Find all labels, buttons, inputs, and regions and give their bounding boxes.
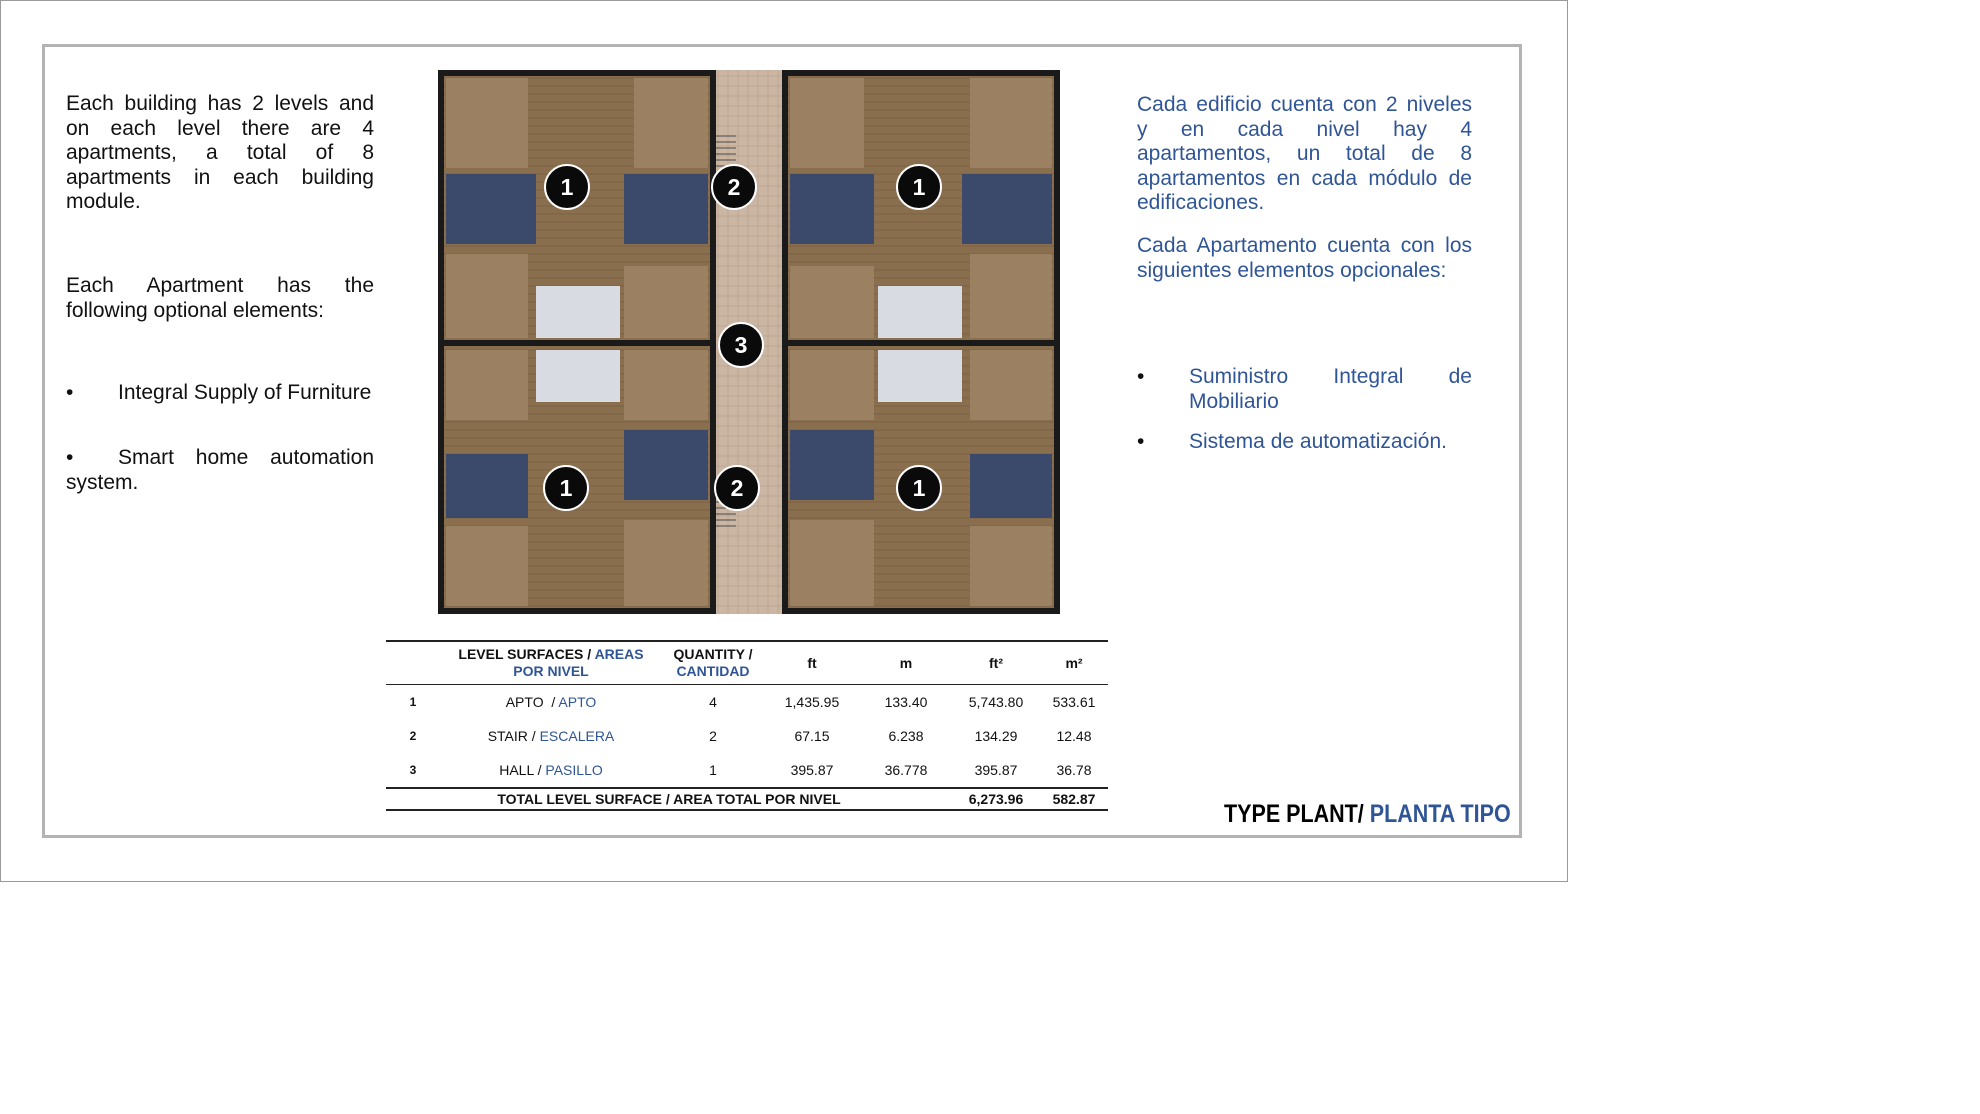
header-level: LEVEL SURFACES / AREAS POR NIVEL (440, 641, 662, 685)
marker-label: 2 (730, 475, 744, 501)
bullet-icon: • (1137, 430, 1145, 453)
marker-apto (897, 466, 941, 510)
total-label: TOTAL LEVEL SURFACE / AREA TOTAL POR NIVEL (386, 788, 952, 810)
marker-label: 3 (734, 332, 748, 358)
cell-name: HALL / PASILLO (499, 762, 603, 778)
cell-m: 6.238 (888, 728, 924, 744)
total-m2: 582.87 (1040, 788, 1108, 810)
cell-qty: 4 (709, 694, 717, 710)
header-m2: m² (1040, 641, 1108, 685)
intro-text-es (1137, 93, 1472, 216)
table-row (386, 685, 1108, 720)
cell-ft: 67.15 (794, 728, 830, 744)
cell-m: 133.40 (884, 694, 928, 710)
marker-label: 1 (912, 475, 926, 501)
elements-paragraph-es: Cada Apartamento cuenta con los siguientes elementos opcionales: (1137, 234, 1472, 282)
cell-ft2: 395.87 (974, 762, 1018, 778)
marker-label: 1 (912, 174, 926, 200)
header-quantity: QUANTITY / CANTIDAD (662, 641, 764, 685)
header-ft: ft (764, 641, 860, 685)
cell-m: 36.778 (884, 762, 928, 778)
title-en: TYPE PLANT/ (1224, 800, 1364, 828)
table-total-row (386, 788, 1108, 810)
bullet-item-en-automation: Smart home automation system. (66, 446, 374, 494)
cell-ft: 1,435.95 (784, 694, 840, 710)
cell-name: STAIR / ESCALERA (487, 728, 615, 744)
intro-text-en (66, 92, 374, 215)
cell-name: APTO / APTO (505, 694, 597, 710)
cell-m2: 533.61 (1052, 694, 1096, 710)
marker-hall (719, 323, 763, 367)
marker-label: 2 (727, 174, 741, 200)
title-es: PLANTA TIPO (1369, 800, 1511, 828)
marker-apto (544, 466, 588, 510)
bullet-icon: • (66, 381, 74, 404)
table-row (386, 753, 1108, 788)
cell-ft2: 5,743.80 (968, 694, 1024, 710)
elements-intro-en (66, 274, 374, 323)
bullet-item-en-furniture: Integral Supply of Furniture (118, 381, 372, 404)
header-ft2: ft² (952, 641, 1040, 685)
header-blank (386, 641, 440, 685)
bullet-icon: • (66, 446, 74, 469)
elements-paragraph-en: Each Apartment has the following optional elements: (66, 274, 374, 322)
marker-stair (715, 466, 759, 510)
bullet-item-es-automatizacion: Sistema de automatización. (1189, 430, 1447, 453)
elements-intro-es (1137, 234, 1472, 283)
plan-markers (438, 66, 1060, 618)
table-row (386, 719, 1108, 753)
marker-apto (545, 165, 589, 209)
bullet-icon: • (1137, 365, 1145, 388)
cell-m2: 36.78 (1056, 762, 1092, 778)
intro-paragraph-en: Each building has 2 levels and on each level there are 4 apartments, a total of 8 apartments in each building module. (66, 92, 374, 213)
total-ft2: 6,273.96 (952, 788, 1040, 810)
bullet-item-es-mobiliario: Suministro Integral de Mobiliario (1189, 365, 1472, 413)
marker-apto (897, 165, 941, 209)
areas-table (386, 640, 1108, 811)
cell-level: 3 (409, 763, 417, 777)
cell-qty: 1 (709, 762, 717, 778)
marker-stair (712, 165, 756, 209)
table-header-row (386, 641, 1108, 685)
marker-label: 1 (560, 174, 574, 200)
intro-paragraph-es: Cada edificio cuenta con 2 niveles y en cada nivel hay 4 apartamentos, un total de 8 apartamentos en cada módulo de edificaciones. (1137, 93, 1472, 214)
header-m: m (860, 641, 952, 685)
cell-level: 2 (409, 729, 417, 743)
cell-level: 1 (409, 695, 417, 709)
cell-ft: 395.87 (790, 762, 834, 778)
cell-ft2: 134.29 (974, 728, 1018, 744)
type-plant-title (1224, 800, 1511, 829)
cell-m2: 12.48 (1056, 728, 1092, 744)
cell-qty: 2 (709, 728, 717, 744)
marker-label: 1 (559, 475, 573, 501)
